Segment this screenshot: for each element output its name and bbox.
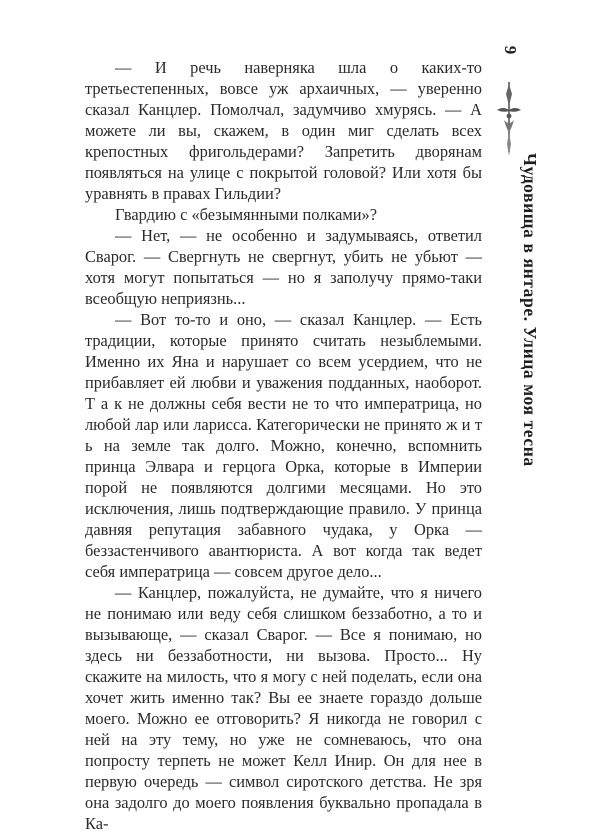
running-title-text: Чудовища в янтаре. Улица моя тесна — [520, 153, 540, 467]
paragraph: — Нет, — не особенно и задумываясь, ответил Сварог. — Свергнуть не свергнут, убить не убьют — хотя могут попытаться — но я заполучу прямо-таки всеобщую неприязнь... — [85, 226, 482, 308]
paragraph: Гвардию с «безымянными полками»? — [115, 205, 377, 224]
running-title — [510, 153, 550, 698]
page-number: 9 — [501, 45, 520, 55]
main-text — [85, 57, 482, 834]
paragraph: — Канцлер, пожалуйста, не думайте, что я ничего не понимаю или веду себя слишком беззаботно, а то и вызывающе, — сказал Сварог. — Все я понимаю, но здесь ни беззаботности, ни вызова. Просто... Ну скажите на милость, что я могу с ней поделать, если она хочет жить именно так? Вы ее знаете гораздо дольше моего. Можно ее отговорить? Я никогда не говорил с ней на эту тему, но уже не сомневаюсь, что она попросту терпеть не может Келл Инир. Он для нее в первую очередь — символ сиротского детства. Не зря она задолго до моего появления буквально пропадала в Ка- — [85, 583, 482, 833]
paragraph: — Вот то-то и оно, — сказал Канцлер. — Есть традиции, которые принято считать незыблемыми. Именно их Яна и нарушает со всем усердием, что не прибавляет ей любви и уважения подданных, наоборот. Т а к не должны себя вести не то что императрица, но любой лар или ларисса. Категорически не принято ж и т ь на земле так долго. Можно, конечно, вспомнить принца Элвара и герцога Орка, которые в Империи порой не появляются долгими месяцами. Но это исключения, лишь подтверждающие правило. У принца давняя репутация забавного чудака, у Орка — беззастенчивого авантюриста. А вот когда так ведет себя императрица — совсем другое дело... — [85, 310, 482, 581]
paragraph: — И речь наверняка шла о каких-то третьестепенных, вовсе уж архаичных, — уверенно сказал Канцлер. Помолчал, задумчиво хмурясь. — А можете ли вы, скажем, в один миг сделать всех крепостных фригольдерами? Запретить дворянам появляться на улице с покрытой головой? Или хотя бы уравнять в правах Гильдии? — [85, 58, 482, 203]
dagger-ornament-icon — [489, 80, 529, 160]
